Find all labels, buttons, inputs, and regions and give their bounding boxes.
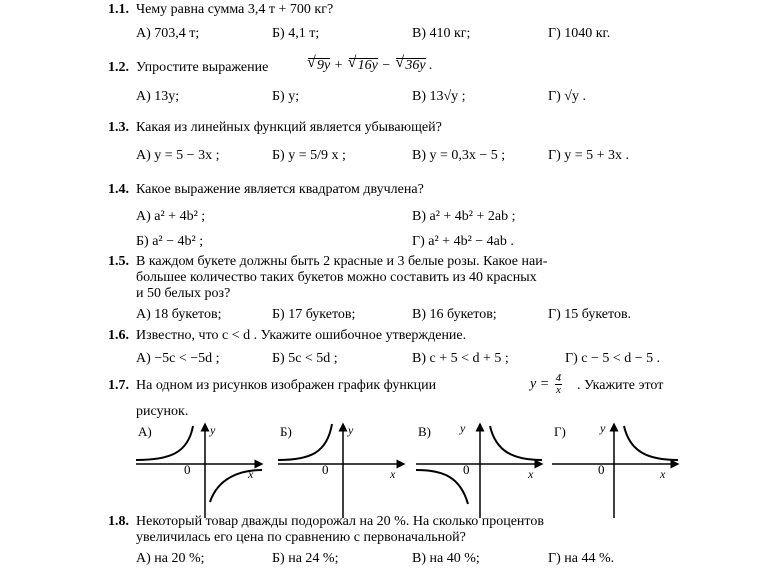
svg-text:x: x bbox=[528, 467, 534, 481]
q8-line1: Некоторый товар дважды подорожал на 20 %. На сколько процентов bbox=[136, 514, 544, 529]
q5-line2: большее количество таких букетов можно составить из 40 красных bbox=[136, 270, 537, 285]
graph-c-branch-right bbox=[490, 426, 542, 460]
graph-d-label: Г) bbox=[554, 424, 566, 439]
q3-option-d[interactable]: Г) y = 5 + 3x . bbox=[548, 148, 630, 163]
q7-text1: На одном из рисунков изображен график функции bbox=[136, 378, 437, 393]
q7-func-denominator: x bbox=[555, 384, 561, 396]
q2-option-b[interactable]: Б) y; bbox=[272, 89, 300, 104]
svg-text:0: 0 bbox=[463, 462, 470, 477]
q5-option-a[interactable]: А) 18 букетов; bbox=[136, 307, 222, 322]
q2-option-d[interactable]: Г) √y . bbox=[548, 89, 586, 104]
q5-line1: В каждом букете должны быть 2 красные и 3 белые розы. Какое наи- bbox=[136, 254, 548, 269]
q8-option-d[interactable]: Г) на 44 %. bbox=[548, 551, 615, 566]
q8-option-c[interactable]: В) на 40 %; bbox=[412, 551, 480, 566]
graph-b[interactable] bbox=[278, 423, 404, 518]
q3-number: 1.3. bbox=[108, 120, 129, 135]
q7-func-numerator: 4 bbox=[555, 372, 562, 384]
q2-expression: √ 9y + √ 16y − √ 36y . bbox=[306, 58, 433, 74]
q6-option-d[interactable]: Г) c − 5 < d − 5 . bbox=[565, 351, 661, 366]
q1-option-b[interactable]: Б) 4,1 т; bbox=[272, 26, 320, 41]
q8-option-b[interactable]: Б) на 24 %; bbox=[272, 551, 339, 566]
svg-text:0: 0 bbox=[184, 462, 191, 477]
q6-option-b[interactable]: Б) 5c < 5d ; bbox=[272, 351, 338, 366]
q6-text: Известно, что c < d . Укажите ошибочное утверждение. bbox=[136, 328, 467, 343]
q6-option-a[interactable]: А) −5c < −5d ; bbox=[136, 351, 220, 366]
svg-text:x: x bbox=[660, 467, 666, 481]
q7-line2: рисунок. bbox=[136, 404, 189, 419]
q1-option-d[interactable]: Г) 1040 кг. bbox=[548, 26, 611, 41]
q2-option-a[interactable]: А) 13y; bbox=[136, 89, 180, 104]
q4-option-d[interactable]: Г) a² + 4b² − 4ab . bbox=[412, 234, 514, 249]
q4-option-b[interactable]: Б) a² − 4b² ; bbox=[136, 234, 204, 249]
q8-line2: увеличилась его цена по сравнению с первоначальной? bbox=[136, 530, 466, 545]
q1-option-a[interactable]: А) 703,4 т; bbox=[136, 26, 200, 41]
q7-function: y = $\frac{4}{x}$ bbox=[530, 372, 562, 396]
svg-text:x: x bbox=[390, 467, 396, 481]
svg-text:0: 0 bbox=[598, 462, 605, 477]
q8-option-a[interactable]: А) на 20 %; bbox=[136, 551, 205, 566]
q5-line3: и 50 белых роз? bbox=[136, 286, 231, 301]
graph-a-label: А) bbox=[138, 424, 152, 439]
q4-number: 1.4. bbox=[108, 182, 129, 197]
q1-number: 1.1. bbox=[108, 2, 129, 17]
svg-text:y: y bbox=[348, 423, 354, 437]
q2-option-c[interactable]: В) 13√y ; bbox=[412, 89, 466, 104]
svg-text:0: 0 bbox=[322, 462, 329, 477]
q3-text: Какая из линейных функций является убывающей? bbox=[136, 120, 442, 135]
q2-text: Упростите выражение bbox=[136, 60, 269, 75]
q5-option-d[interactable]: Г) 15 букетов. bbox=[548, 307, 632, 322]
svg-text:y: y bbox=[210, 423, 216, 437]
q3-option-a[interactable]: А) y = 5 − 3x ; bbox=[136, 148, 220, 163]
q4-option-c[interactable]: В) a² + 4b² + 2ab ; bbox=[412, 209, 516, 224]
q8-number: 1.8. bbox=[108, 514, 129, 529]
q7-graphs bbox=[130, 418, 690, 522]
q6-number: 1.6. bbox=[108, 328, 129, 343]
q5-option-b[interactable]: Б) 17 букетов; bbox=[272, 307, 356, 322]
svg-text:x: x bbox=[248, 467, 254, 481]
graph-c[interactable] bbox=[416, 421, 542, 518]
graph-d-branch bbox=[624, 426, 678, 460]
graph-d[interactable] bbox=[552, 421, 678, 518]
q3-option-b[interactable]: Б) y = 5/9 x ; bbox=[272, 148, 346, 163]
q4-option-a[interactable]: А) a² + 4b² ; bbox=[136, 209, 206, 224]
q1-text: Чему равна сумма 3,4 т + 700 кг? bbox=[136, 2, 334, 17]
q4-text: Какое выражение является квадратом двучлена? bbox=[136, 182, 424, 197]
q7-text2: . Укажите этот bbox=[577, 378, 664, 393]
q2-number: 1.2. bbox=[108, 60, 129, 75]
q3-option-c[interactable]: В) y = 0,3x − 5 ; bbox=[412, 148, 506, 163]
graph-b-label: Б) bbox=[280, 424, 292, 439]
svg-text:y: y bbox=[460, 421, 466, 435]
graph-c-label: В) bbox=[418, 424, 431, 439]
q5-number: 1.5. bbox=[108, 254, 129, 269]
q6-option-c[interactable]: В) c + 5 < d + 5 ; bbox=[412, 351, 509, 366]
graph-a[interactable] bbox=[136, 423, 262, 518]
q1-option-c[interactable]: В) 410 кг; bbox=[412, 26, 471, 41]
q5-option-c[interactable]: В) 16 букетов; bbox=[412, 307, 497, 322]
graph-c-branch-left bbox=[416, 470, 468, 504]
q7-number: 1.7. bbox=[108, 378, 129, 393]
svg-text:y: y bbox=[600, 421, 606, 435]
graph-a-branch-right bbox=[210, 470, 262, 502]
